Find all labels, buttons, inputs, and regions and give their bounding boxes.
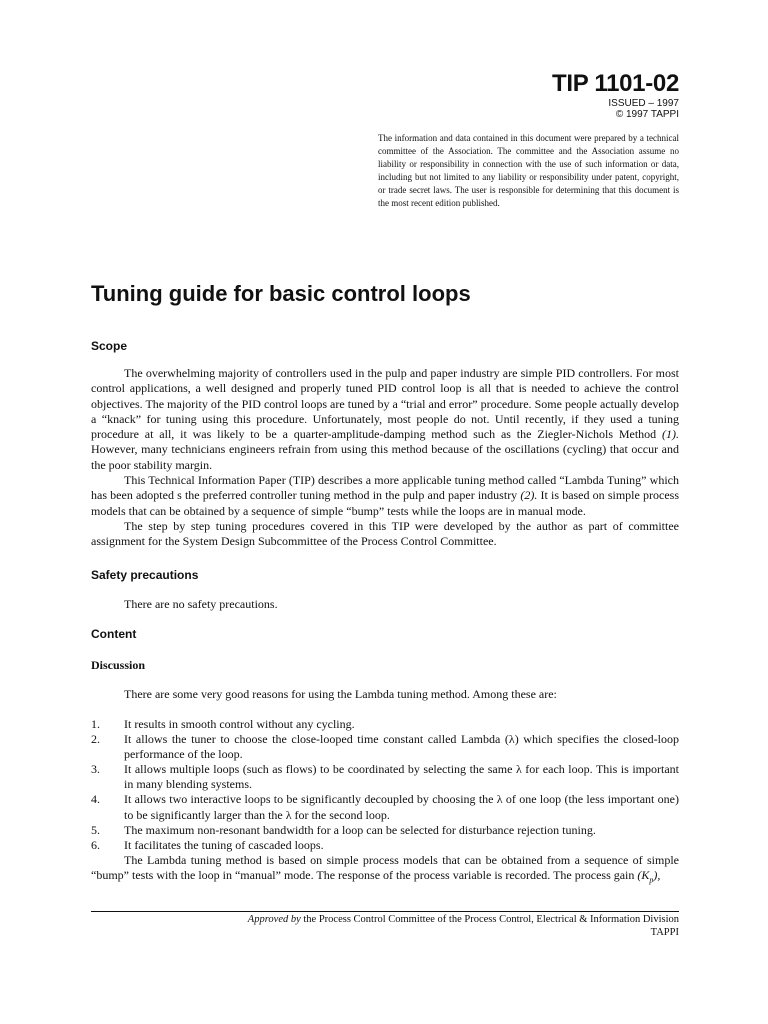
list-number: 3. (91, 762, 100, 777)
list-text: It allows multiple loops (such as flows) to be coordinated by selecting the same λ for each loop. This is important in many blending systems. (124, 762, 679, 792)
list-number: 1. (91, 717, 100, 731)
approval-text: the Process Control Committee of the Process Control, Electrical & Information Division (300, 914, 679, 925)
reasons-list (91, 717, 679, 853)
footer-divider (91, 911, 679, 912)
scope-paragraph-2 (91, 473, 679, 519)
list-number: 6. (91, 837, 100, 852)
list-item (91, 732, 679, 762)
closing-text: The Lambda tuning method is based on simple process models that can be obtained from a sequence of simple “bump” tests with the loop in “manual” mode. The response of the process variable is recorded. The process gain (91, 853, 679, 883)
list-text: It facilitates the tuning of cascaded loops. (124, 837, 324, 852)
list-text: It results in smooth control without any cycling. (124, 717, 355, 731)
process-gain-subscript: p (649, 875, 654, 885)
footer-org: TAPPI (650, 927, 679, 938)
list-item (91, 823, 679, 838)
scope-heading: Scope (91, 339, 128, 353)
list-item (91, 762, 679, 792)
safety-text: There are no safety precautions. (124, 597, 278, 611)
approval-line (248, 913, 679, 926)
scope-p1-text: The overwhelming majority of controllers used in the pulp and paper industry are simple PID controllers. For most control applications, a well designed and properly tuned PID control loop is all that is needed to achieve the control objectives. The majority of the PID control loops are tuned by a “trial and error” procedure. Some people actually develop a “knack” for tuning using this procedure. Unfortunately, most people do not. Until recently, if they used a tuning procedure at all, it was likely to be a quarter-amplitude-damping method such as the Ziegler-Nichols Method (91, 366, 679, 442)
approved-by-label: Approved by (247, 914, 301, 925)
document-title: Tuning guide for basic control loops (91, 281, 471, 306)
closing-section (91, 853, 679, 888)
discussion-heading: Discussion (91, 658, 146, 672)
scope-paragraph-1 (91, 366, 679, 473)
copyright-notice: © 1997 TAPPI (615, 109, 679, 120)
scope-paragraph-3: The step by step tuning procedures covered in this TIP were developed by the author as part of committee assignment for the System Design Subcommittee of the Process Control Committee. (91, 518, 679, 549)
scope-section (91, 366, 679, 550)
list-number: 2. (91, 732, 100, 747)
safety-heading: Safety precautions (91, 568, 199, 582)
list-item (91, 717, 679, 732)
list-number: 5. (91, 822, 100, 837)
scope-p1-text-end: However, many technicians engineers refrain from using this method because of the oscillations (cycling) that occur and the poor stability margin. (91, 442, 679, 472)
list-number: 4. (91, 792, 100, 807)
tip-number: TIP 1101-02 (551, 70, 679, 97)
scope-p2-text: This Technical Information Paper (TIP) describes a more applicable tuning method called “Lambda Tuning” which has been adopted s the preferred controller tuning method in the pulp and paper industry (91, 473, 679, 503)
list-text: The maximum non-resonant bandwidth for a loop can be selected for disturbance rejection tuning. (124, 822, 596, 837)
disclaimer: The information and data contained in this document were prepared by a technical committee of the Association. The committee and the Association assume no liability or responsibility in connection with the use of such information or data, including but not limited to any liability or responsibility under patent, copyright, or trade secret laws. The user is responsible for determining that this document is the most recent edition published. (378, 133, 679, 209)
list-item (91, 792, 679, 822)
discussion-intro: There are some very good reasons for using the Lambda tuning method. Among these are: (124, 687, 557, 701)
scope-p2-text-end: It is based on simple process models that can be obtained by a sequence of simple “bump” tests while the loops are in manual mode. (91, 488, 679, 518)
list-item (91, 838, 679, 853)
citation-1: (1). (662, 427, 679, 442)
closing-text-end: ), (653, 868, 661, 883)
content-heading: Content (91, 627, 137, 641)
closing-paragraph (91, 853, 679, 888)
list-text: It allows the tuner to choose the close-looped time constant called Lambda (λ) which specifies the closed-loop performance of the loop. (124, 732, 679, 762)
process-gain-symbol: (K (637, 868, 650, 883)
list-text: It allows two interactive loops to be significantly decoupled by choosing the λ of one loop (the less important one) to be significantly larger than the λ for the second loop. (124, 792, 679, 822)
citation-2: (2). (520, 488, 538, 503)
issued-date: ISSUED – 1997 (608, 98, 679, 109)
